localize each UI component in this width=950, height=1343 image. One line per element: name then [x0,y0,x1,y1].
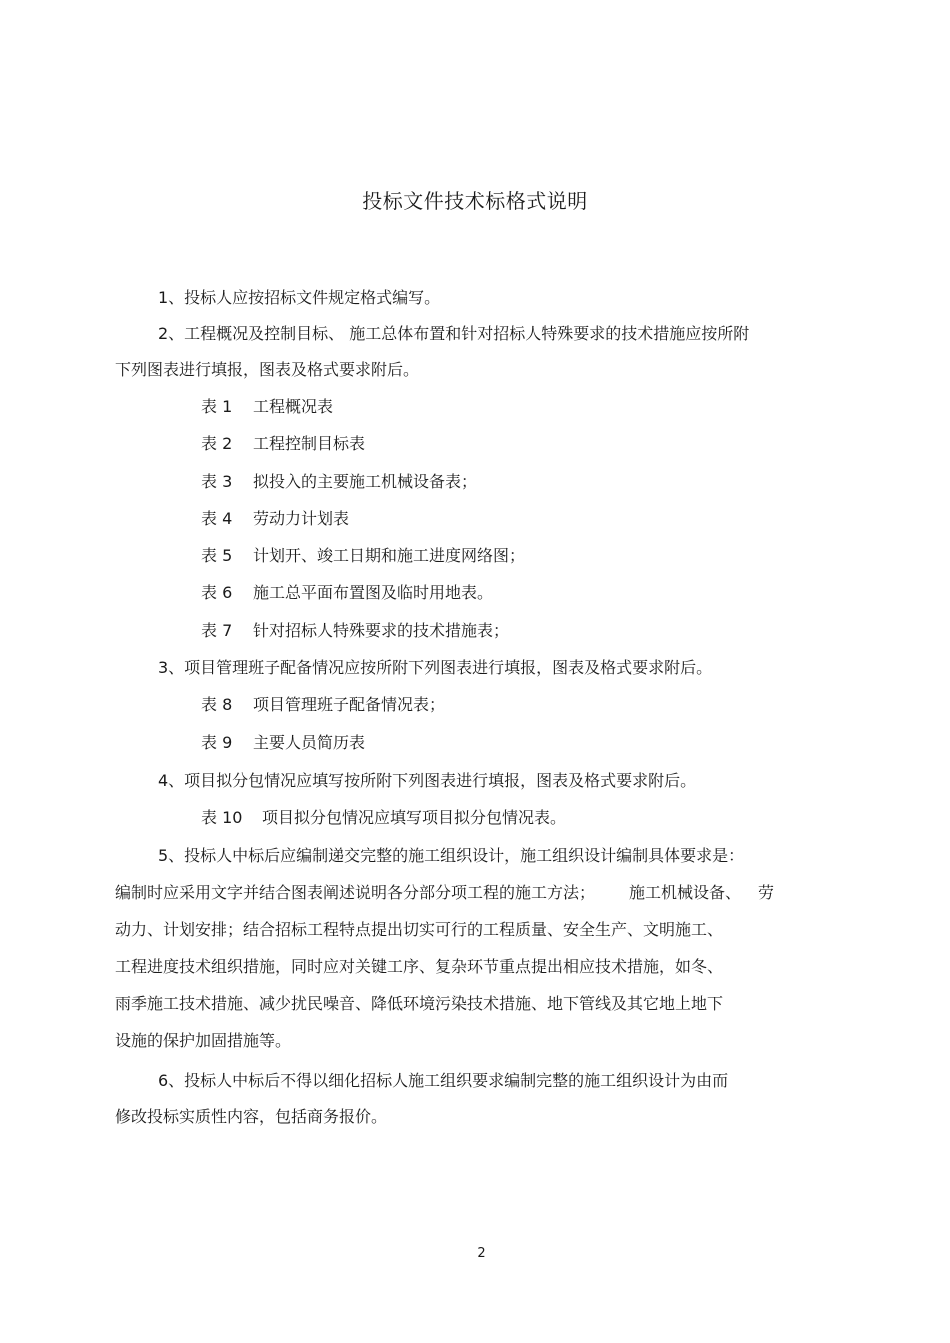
table-label: 表 5 [201,546,233,565]
table-list-item [201,396,333,418]
item-5-line-4: 工程进度技术组织措施，同时应对关键工序、复杂环节重点提出相应技术措施，如冬、 [115,957,724,976]
item-5-line-5: 雨季施工技术措施、减少扰民噪音、降低环境污染技术措施、地下管线及其它地上地下 [115,994,724,1013]
table-label: 表 1 [201,397,233,416]
item-3: 3、项目管理班子配备情况应按所附下列图表进行填报，图表及格式要求附后。 [158,658,713,677]
table-list-item [201,471,477,493]
table-label: 表 2 [201,434,233,453]
item-5-line-2-b: 施工机械设备、 [629,883,742,902]
table-name: 工程概况表 [253,397,334,416]
table-list-item [201,694,445,716]
table-name: 劳动力计划表 [253,509,350,528]
table-list-item [201,508,349,530]
table-name: 计划开、竣工日期和施工进度网络图； [253,546,526,565]
table-name: 主要人员简历表 [253,733,366,752]
table-list-item [201,807,566,829]
table-label: 表 9 [201,733,233,752]
table-list-item [201,433,365,455]
item-4: 4、项目拟分包情况应填写按所附下列图表进行填报，图表及格式要求附后。 [158,771,697,790]
item-5-line-2-a: 编制时应采用文字并结合图表阐述说明各分部分项工程的施工方法； [115,883,596,902]
table-name: 项目管理班子配备情况表； [253,695,446,714]
item-1: 1、投标人应按招标文件规定格式编写。 [158,288,441,307]
table-list-item [201,620,509,642]
table-list-item [201,545,525,567]
item-6-line-2: 修改投标实质性内容，包括商务报价。 [115,1107,388,1126]
table-name: 拟投入的主要施工机械设备表； [253,472,478,491]
item-5-line-6: 设施的保护加固措施等。 [115,1031,292,1050]
table-name: 施工总平面布置图及临时用地表。 [253,583,494,602]
table-list-item [201,732,365,754]
item-5-line-1: 5、投标人中标后应编制递交完整的施工组织设计，施工组织设计编制具体要求是： [158,846,745,865]
table-label: 表 7 [201,621,233,640]
table-label: 表 8 [201,695,233,714]
item-2-line-2: 下列图表进行填报，图表及格式要求附后。 [115,360,420,379]
item-2-line-1: 2、工程概况及控制目标、 施工总体布置和针对招标人特殊要求的技术措施应按所附 [158,324,750,343]
item-5-line-2 [115,882,774,904]
table-name: 项目拟分包情况应填写项目拟分包情况表。 [262,808,567,827]
table-label: 表 4 [201,509,233,528]
table-label: 表 6 [201,583,233,602]
table-list-item [201,582,493,604]
table-name: 工程控制目标表 [253,434,366,453]
item-5-line-2-c: 劳 [758,883,775,902]
item-6-line-1: 6、投标人中标后不得以细化招标人施工组织要求编制完整的施工组织设计为由而 [158,1071,729,1090]
page-number: 2 [477,1246,486,1261]
table-label: 表 10 [201,808,243,827]
item-5-line-3: 动力、计划安排；结合招标工程特点提出切实可行的工程质量、安全生产、文明施工、 [115,920,724,939]
table-name: 针对招标人特殊要求的技术措施表； [253,621,510,640]
document-title: 投标文件技术标格式说明 [362,189,588,213]
table-label: 表 3 [201,472,233,491]
